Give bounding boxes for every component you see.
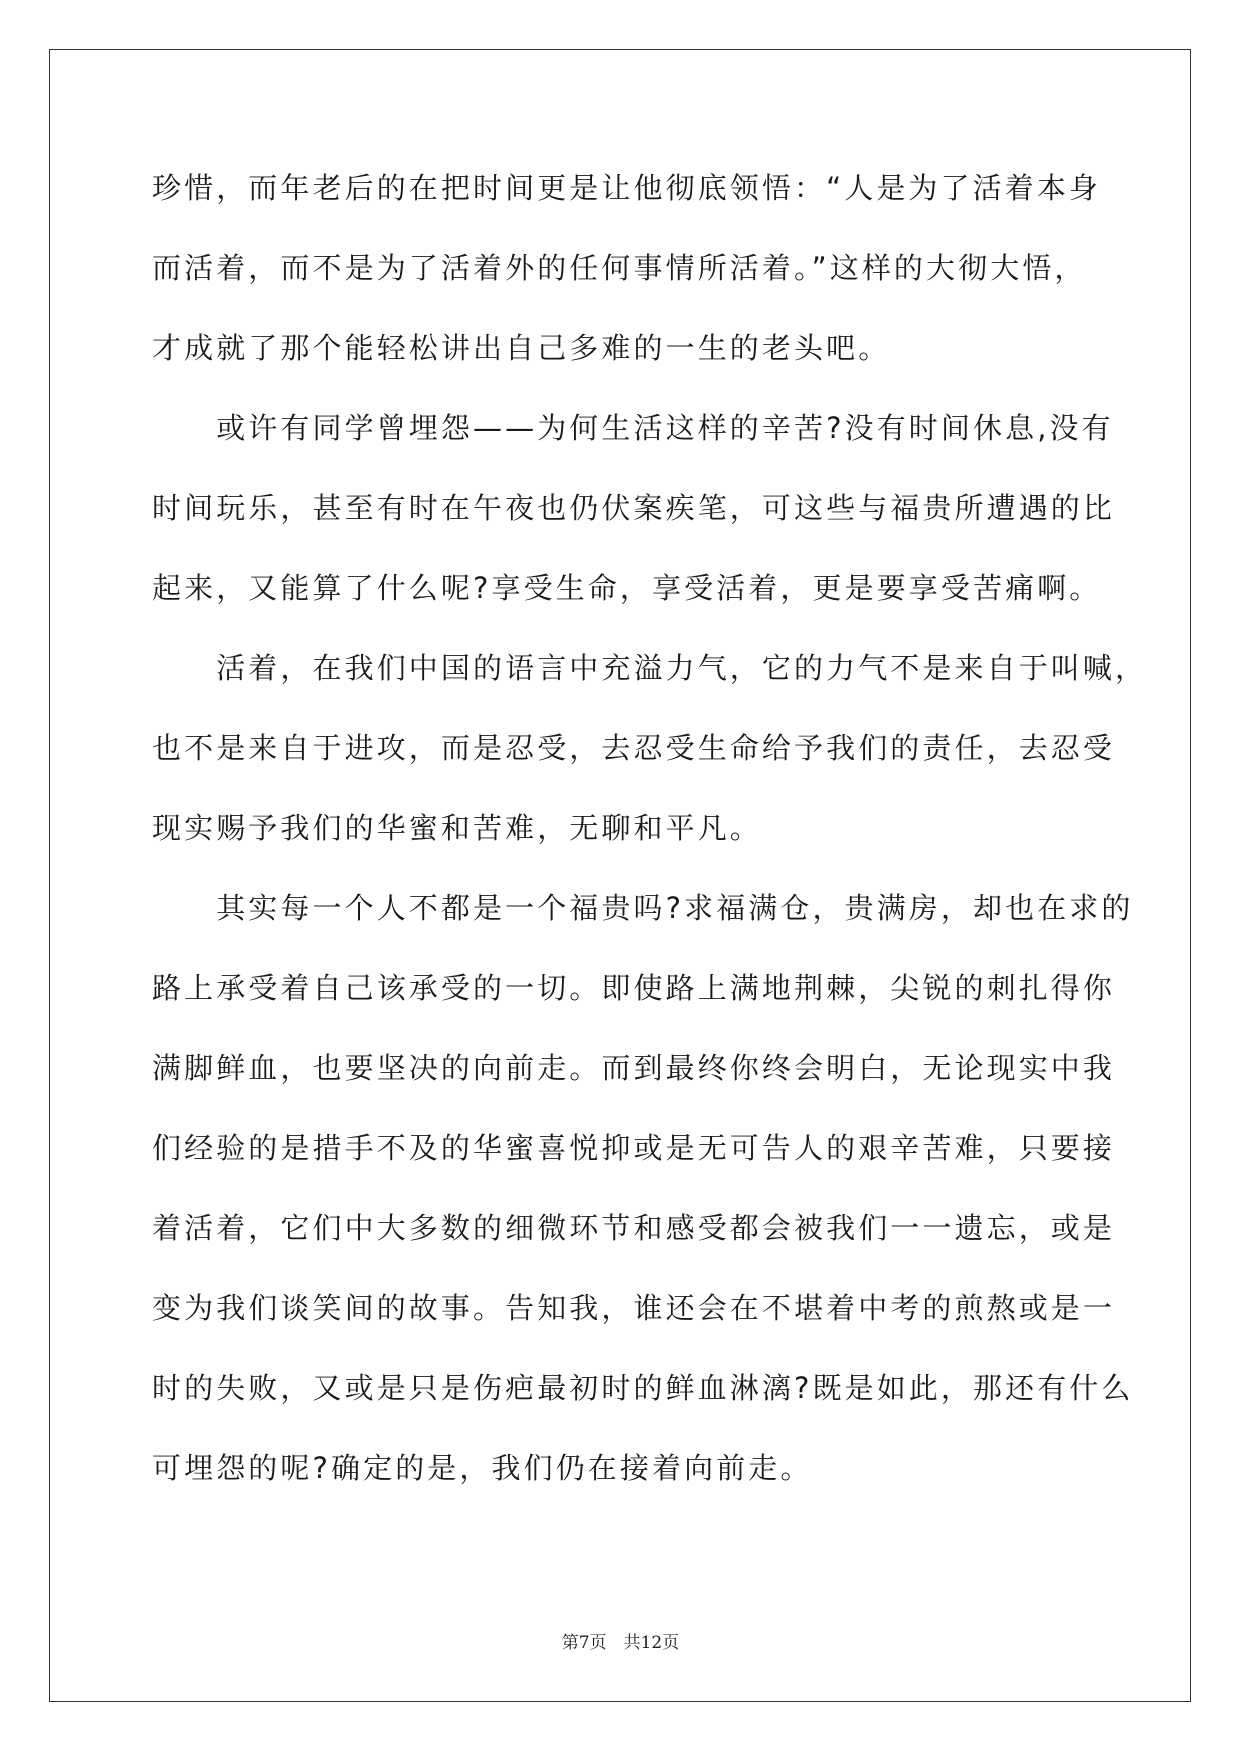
text-line: 现实赐予我们的华蜜和苦难，无聊和平凡。 xyxy=(152,811,762,845)
text-line: 才成就了那个能轻松讲出自己多难的一生的老头吧。 xyxy=(152,331,891,365)
text-line: 而活着，而不是为了活着外的任何事情所活着。”这样的大彻大悟， xyxy=(152,251,1087,285)
text-line: 可埋怨的呢?确定的是，我们仍在接着向前走。 xyxy=(152,1451,813,1485)
text-line: 珍惜，而年老后的在把时间更是让他彻底领悟：“人是为了活着本身 xyxy=(152,171,1102,205)
text-line: 们经验的是措手不及的华蜜喜悦抑或是无可告人的艰辛苦难，只要接 xyxy=(152,1131,1116,1165)
text-line: 起来，又能算了什么呢?享受生命，享受活着，更是要享受苦痛啊。 xyxy=(152,571,1102,605)
text-line: 着活着，它们中大多数的细微环节和感受都会被我们一一遗忘，或是 xyxy=(152,1211,1116,1245)
text-line: 满脚鲜血，也要坚决的向前走。而到最终你终会明白，无论现实中我 xyxy=(152,1051,1116,1085)
text-line: 活着，在我们中国的语言中充溢力气，它的力气不是来自于叫喊， xyxy=(152,651,1148,685)
text-line: 时间玩乐，甚至有时在午夜也仍伏案疾笔，可这些与福贵所遭遇的比 xyxy=(152,491,1116,525)
text-line: 也不是来自于进攻，而是忍受，去忍受生命给予我们的责任，去忍受 xyxy=(152,731,1116,765)
page-number-footer: 第7页 共12页 xyxy=(561,1633,680,1653)
text-line: 或许有同学曾埋怨——为何生活这样的辛苦?没有时间休息,没有 xyxy=(152,411,1114,445)
document-body xyxy=(152,162,1148,1522)
text-line: 路上承受着自己该承受的一切。即使路上满地荆棘，尖锐的刺扎得你 xyxy=(152,971,1116,1005)
text-line: 其实每一个人不都是一个福贵吗?求福满仓，贵满房，却也在求的 xyxy=(152,891,1134,925)
text-line: 时的失败，又或是只是伤疤最初时的鲜血淋漓?既是如此，那还有什么 xyxy=(152,1371,1134,1405)
text-line: 变为我们谈笑间的故事。告知我，谁还会在不堪着中考的煎熬或是一 xyxy=(152,1291,1116,1325)
